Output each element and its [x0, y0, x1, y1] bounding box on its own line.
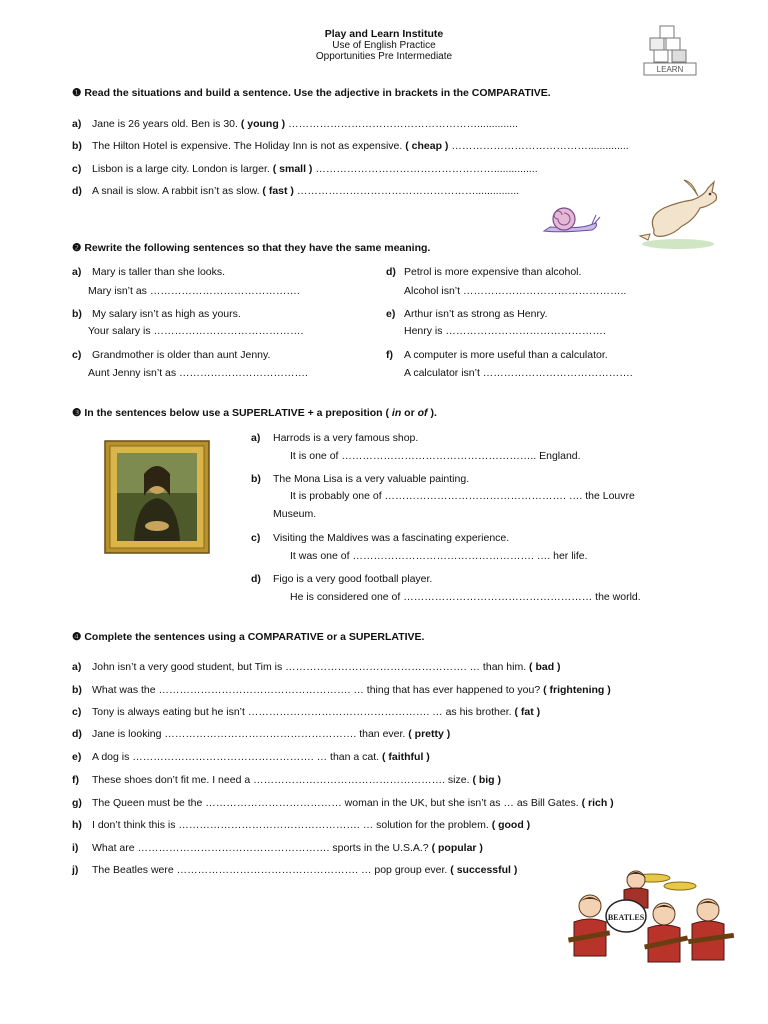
- item-text: Harrods is a very famous shop.: [273, 432, 419, 444]
- list-item[interactable]: A dog is ……………………………………………. … than a cat. ( faithful ): [92, 751, 430, 763]
- item-label: b): [72, 308, 82, 320]
- list-item: [92, 163, 538, 175]
- answer-blank[interactable]: …………………………………..............: [448, 140, 629, 152]
- answer-line[interactable]: He is considered one of ……………………………………………… the world.: [290, 591, 641, 603]
- item-label: a): [72, 118, 82, 130]
- item-hint: ( pretty ): [408, 728, 451, 740]
- answer-line[interactable]: It was one of ……………………………………………. …. her life.: [290, 550, 588, 562]
- answer-blank[interactable]: ……………………………………………...............: [293, 185, 520, 197]
- section-1-title: ❶ Read the situations and build a sentence. Use the adjective in brackets in the COMPARATIVE.: [72, 87, 551, 99]
- answer-line[interactable]: Aunt Jenny isn’t as ……………………………….: [88, 367, 308, 379]
- item-label: d): [72, 185, 82, 197]
- item-text: The Mona Lisa is a very valuable painting.: [273, 473, 470, 485]
- answer-line[interactable]: Alcohol isn’t ………………………………………..: [404, 285, 627, 297]
- item-hint: ( successful ): [450, 864, 518, 876]
- answer-line[interactable]: Your salary is …………………………………….: [88, 325, 304, 337]
- item-label: b): [72, 684, 82, 696]
- item-label: d): [386, 266, 396, 278]
- rabbit-illustration: [634, 178, 726, 250]
- item-text: Mary is taller than she looks.: [92, 266, 226, 278]
- item-hint: ( rich ): [581, 797, 614, 809]
- list-item[interactable]: What was the ………………………………………………. … thing that has ever happened to you? ( frightening ): [92, 684, 611, 696]
- learn-blocks-logo: [640, 24, 702, 76]
- item-text: My salary isn’t as high as yours.: [92, 308, 241, 320]
- item-hint: ( popular ): [431, 842, 483, 854]
- item-label: b): [251, 473, 261, 485]
- item-text: Arthur isn’t as strong as Henry.: [404, 308, 548, 320]
- practice-subtitle: Use of English Practice: [332, 40, 436, 51]
- list-item[interactable]: The Queen must be the ………………………………… woman in the UK, but she isn’t as … as Bill Gates. ( rich ): [92, 797, 614, 809]
- mona-lisa-painting: [104, 440, 210, 554]
- item-text: A computer is more useful than a calculator.: [404, 349, 608, 361]
- item-label: a): [72, 661, 82, 673]
- answer-blank[interactable]: ………………………………………………..............: [285, 118, 518, 130]
- answer-line[interactable]: It is one of ……………………………………………….. England.: [290, 450, 581, 462]
- item-hint: ( frightening ): [543, 684, 611, 696]
- item-text: The Hilton Hotel is expensive. The Holiday Inn is not as expensive.: [92, 140, 406, 152]
- answer-blank[interactable]: ……………………………………………...............: [312, 163, 538, 175]
- list-item: [92, 185, 519, 197]
- list-item[interactable]: Tony is always eating but he isn’t ……………………………………………. … as his brother. ( fat ): [92, 706, 541, 718]
- item-text: Figo is a very good football player.: [273, 573, 433, 585]
- item-text: Petrol is more expensive than alcohol.: [404, 266, 582, 278]
- item-hint: ( good ): [491, 819, 531, 831]
- item-hint: ( cheap ): [405, 140, 449, 152]
- item-label: h): [72, 819, 82, 831]
- item-hint: ( faithful ): [381, 751, 430, 763]
- section-4-title: ❹ Complete the sentences using a COMPARATIVE or a SUPERLATIVE.: [72, 631, 425, 643]
- item-label: a): [72, 266, 82, 278]
- item-text: Lisbon is a large city. London is larger.: [92, 163, 273, 175]
- list-item[interactable]: Jane is looking ………………………………………………. than ever. ( pretty ): [92, 728, 451, 740]
- item-label: b): [72, 140, 82, 152]
- logo-letters: LEARN: [656, 65, 684, 74]
- snail-illustration: [540, 203, 602, 235]
- item-text: Grandmother is older than aunt Jenny.: [92, 349, 271, 361]
- answer-continuation: Museum.: [273, 508, 317, 520]
- item-text: Visiting the Maldives was a fascinating experience.: [273, 532, 510, 544]
- answer-line[interactable]: A calculator isn’t …………………………………….: [404, 367, 633, 379]
- list-item[interactable]: These shoes don’t fit me. I need a ………………………………………………. size. ( big ): [92, 774, 502, 786]
- item-label: c): [72, 349, 82, 361]
- list-item: [92, 140, 629, 152]
- item-label: g): [72, 797, 82, 809]
- answer-line[interactable]: Mary isn’t as …………………………………….: [88, 285, 300, 297]
- list-item[interactable]: I don’t think this is ……………………………………………. … solution for the problem. ( good ): [92, 819, 531, 831]
- beatles-cartoon: [560, 864, 738, 964]
- item-label: e): [72, 751, 82, 763]
- list-item: [92, 118, 518, 130]
- item-label: d): [72, 728, 82, 740]
- item-hint: ( young ): [240, 118, 286, 130]
- item-label: i): [72, 842, 79, 854]
- item-text: A snail is slow. A rabbit isn’t as slow.: [92, 185, 263, 197]
- item-label: a): [251, 432, 261, 444]
- answer-line[interactable]: Henry is ……………………………………….: [404, 325, 606, 337]
- list-item[interactable]: John isn’t a very good student, but Tim is ……………………………………………. … than him. ( bad ): [92, 661, 561, 673]
- drum-text: BEATLES: [607, 913, 645, 922]
- institute-title: Play and Learn Institute: [324, 28, 444, 40]
- item-label: j): [72, 864, 79, 876]
- item-label: f): [72, 774, 79, 786]
- item-text: Jane is 26 years old. Ben is 30.: [92, 118, 241, 130]
- item-label: f): [386, 349, 393, 361]
- item-hint: ( big ): [472, 774, 502, 786]
- item-hint: ( bad ): [529, 661, 561, 673]
- section-2-title: ❷ Rewrite the following sentences so that they have the same meaning.: [72, 242, 431, 254]
- item-label: d): [251, 573, 261, 585]
- item-hint: ( fast ): [262, 185, 294, 197]
- item-label: c): [72, 163, 82, 175]
- section-3-title: ❸ In the sentences below use a SUPERLATIVE + a preposition ( in or of ).: [72, 407, 437, 419]
- item-hint: ( fat ): [514, 706, 541, 718]
- list-item[interactable]: The Beatles were ……………………………………………. … pop group ever. ( successful ): [92, 864, 518, 876]
- level-subtitle: Opportunities Pre Intermediate: [315, 51, 453, 62]
- list-item[interactable]: What are ………………………………………………. sports in the U.S.A.? ( popular ): [92, 842, 483, 854]
- answer-line[interactable]: It is probably one of ……………………………………………. …. the Louvre: [290, 490, 635, 502]
- item-label: e): [386, 308, 396, 320]
- item-hint: ( small ): [272, 163, 313, 175]
- item-label: c): [251, 532, 261, 544]
- item-label: c): [72, 706, 82, 718]
